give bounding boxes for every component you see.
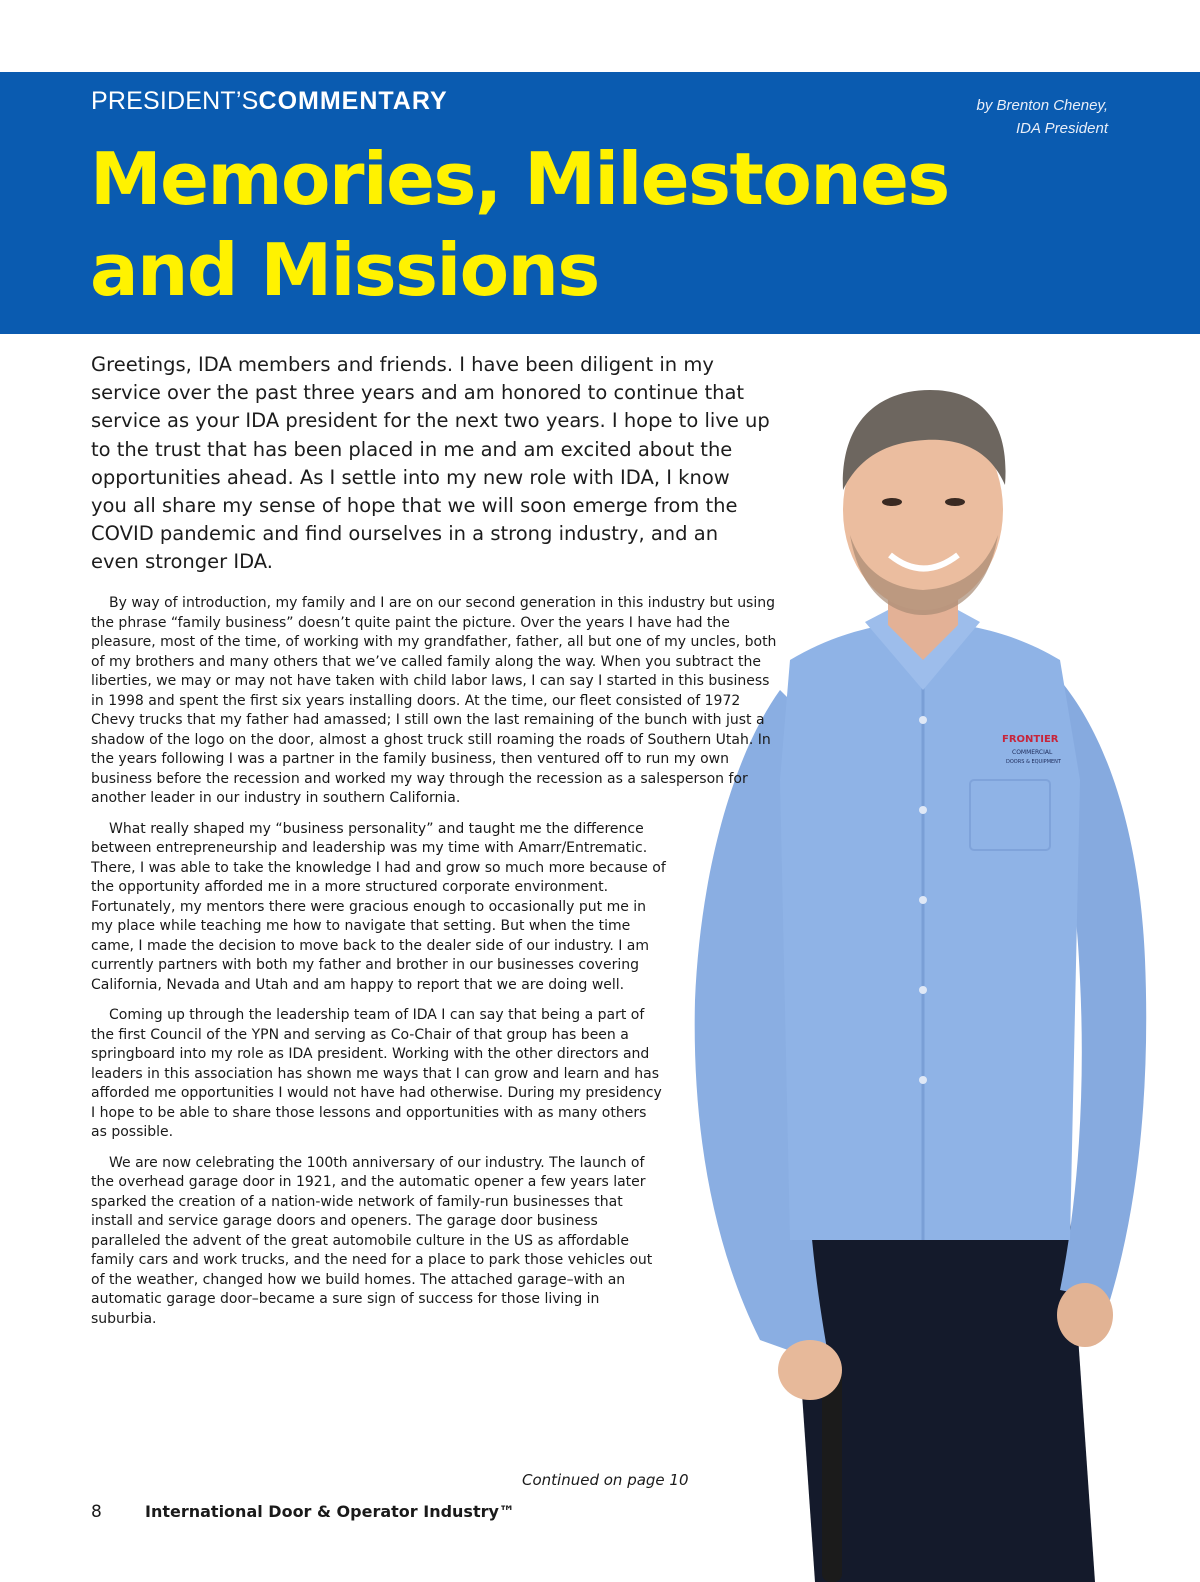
shirt-button — [919, 716, 927, 724]
right-eye-shape — [945, 498, 965, 506]
section-kicker — [91, 86, 448, 116]
kicker-bold-text: COMMENTARY — [258, 87, 448, 115]
shirt-logo-sub1: COMMERCIAL — [1012, 749, 1053, 756]
kicker-light-text: PRESIDENT’S — [91, 87, 259, 115]
byline-author: by Brenton Cheney, — [976, 97, 1108, 114]
shirt-button — [919, 1076, 927, 1084]
article-headline — [90, 134, 1150, 316]
byline-role: IDA President — [1016, 120, 1108, 137]
shirt-button — [919, 986, 927, 994]
page-number: 8 — [91, 1502, 102, 1522]
shirt-logo-sub2: DOORS & EQUIPMENT — [1006, 759, 1061, 765]
body-paragraph-3: Coming up through the leadership team of IDA I can say that being a part of the first Council of the YPN and serving as Co-Chair of that group has been a springboard into my role as IDA president. Working with the other directors and leaders in this association has shown me ways that I can grow and learn and has afforded me opportunities I would not have had otherwise. During my presidency I hope to be able to share those lessons and opportunities with as many others as possible. — [91, 1007, 662, 1140]
body-paragraph-1: By way of introduction, my family and I are on our second generation in this industry but using the phrase “family business” doesn’t quite paint the picture. Over the years I have had the pleasure, most of the time, of working with my grandfather, father, all but one of my uncles, both of my brothers and many others that we’ve called family along the way. When you subtract the liberties, we may or may not have taken with child labor laws, I can say I started in this business in 1998 and spent the first six years installing doors. At the time, our fleet consisted of 1972 Chevy trucks that my father had amassed; I still own the last remaining of the bunch with just a shadow of the logo on the door, almost a ghost truck still roaming the roads of Southern Utah. In the years following I was a partner in the family business, then ventured off to run my own business before the recession and worked my way through the recession as a salesperson for another leader in our industry in southern California. — [91, 595, 777, 806]
right-hand-shape — [1057, 1283, 1113, 1347]
headline-line-2: and Missions — [90, 228, 599, 312]
continued-note: Continued on page 10 — [522, 1471, 689, 1489]
left-hand-shape — [778, 1340, 842, 1400]
headline-line-1: Memories, Milestones — [90, 137, 949, 221]
body-paragraph-2: What really shaped my “business personality” and taught me the difference between entrepreneurship and leadership was my time with Amarr/Entrematic. There, I was able to take the knowledge I had and grow so much more because of the opportunity afforded me in a more structured corporate environment. Fortunately, my mentors there were gracious enough to occasionally put me in my place while teaching me how to navigate that setting. But when the time came, I made the decision to move back to the dealer side of our industry. I am currently partners with both my father and brother in our businesses covering California, Nevada and Utah and am happy to report that we are doing well. — [91, 820, 666, 993]
shirt-logo-main: FRONTIER — [1002, 734, 1059, 745]
shirt-torso-shape — [780, 622, 1080, 1240]
magazine-name: International Door & Operator Industry™ — [145, 1502, 515, 1521]
body-paragraph-4: We are now celebrating the 100th anniversary of our industry. The launch of the overhead garage door in 1921, and the automatic opener a few years later sparked the creation of a nation-wide network of family-run businesses that install and service garage doors and openers. The garage door business paralleled the advent of the great automobile culture in the US as affordable family cars and work trucks, and the need for a place to park those vehicles out of the weather, changed how we build homes. The attached garage–with an automatic garage door–became a sure sign of success for those living in suburbia. — [91, 1154, 653, 1327]
left-eye-shape — [882, 498, 902, 506]
intro-paragraph: Greetings, IDA members and friends. I have been diligent in my service over the past three years and am honored to continue that service as your IDA president for the next two years. I hope to live up to the trust that has been placed in me and am excited about the opportunities ahead. As I settle into my new role with IDA, I know you all share my sense of hope that we will soon emerge from the COVID pandemic and find ourselves in a strong industry, and an even stronger IDA. — [91, 353, 770, 574]
article-body — [91, 594, 781, 1340]
shirt-button — [919, 806, 927, 814]
shirt-button — [919, 896, 927, 904]
